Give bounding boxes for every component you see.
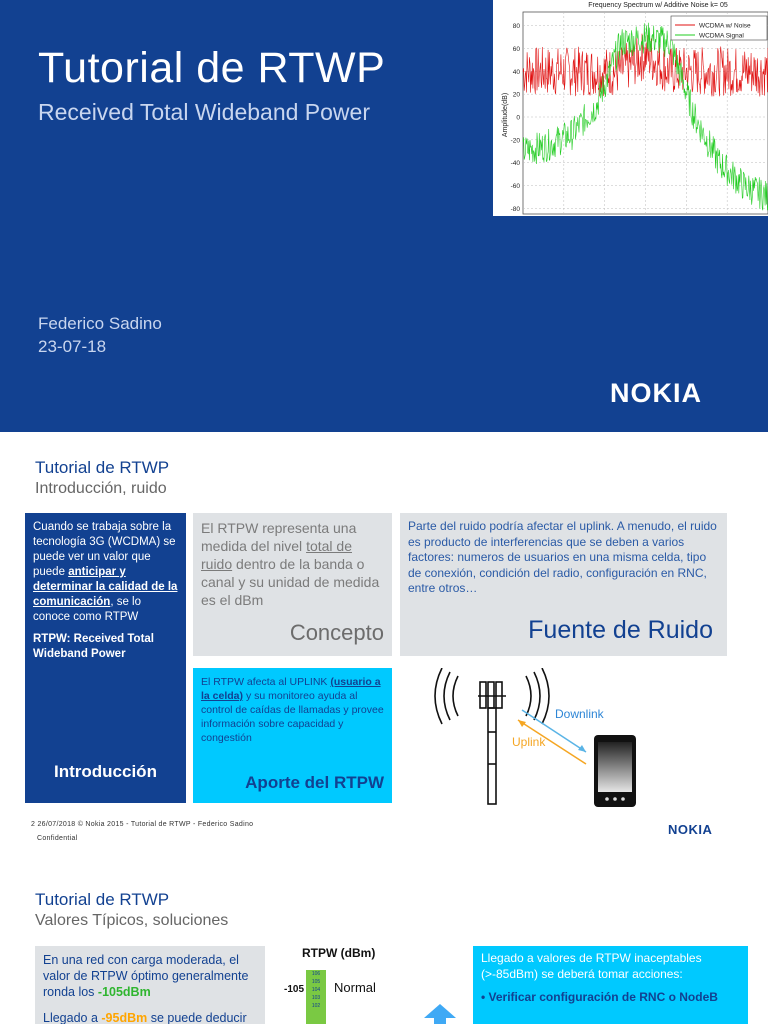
carga-moderada-box (35, 946, 265, 1024)
rtpw-scale-bar (306, 970, 326, 1024)
uplink-downlink-diagram (430, 668, 650, 808)
slide-title: Tutorial de RTWP (38, 44, 386, 92)
confidential-label: Confidential (37, 835, 78, 842)
title-slide (0, 0, 768, 432)
nokia-logo: NOKIA (668, 822, 713, 837)
llegado-text: Llegado a -95dBm se puede deducir (43, 1011, 247, 1024)
acciones-text: Llegado a valores de RTPW inaceptables (>-85dBm) se deberá tomar acciones: (481, 951, 702, 981)
concepto-label: Concepto (289, 620, 384, 645)
y-tick-label: -80 (510, 205, 520, 213)
y-axis-label: Amplitude(dB) (502, 92, 509, 138)
slide-title: Tutorial de RTWP (35, 458, 170, 477)
slide-subtitle: Valores Típicos, soluciones (35, 912, 229, 929)
y-tick-label: -60 (510, 182, 520, 190)
legend-entry: WCDMA w/ Noise (699, 22, 751, 30)
legend-entry: WCDMA Signal (699, 32, 744, 40)
downlink-label: Downlink (555, 707, 604, 721)
arrow-up-icon (424, 1004, 456, 1024)
acciones-box (473, 946, 748, 1024)
y-tick-label: 20 (512, 91, 520, 99)
chart-legend (671, 16, 767, 40)
scale-tick: 103 (311, 995, 321, 1001)
y-tick-label: -40 (510, 160, 520, 168)
slide-title: Tutorial de RTWP (35, 890, 170, 909)
acciones-bullet: • Verificar configuración de RNC o NodeB (481, 990, 718, 1004)
fuente-de-ruido-label: Fuente de Ruido (528, 616, 713, 644)
y-tick-labels (511, 23, 521, 213)
spectrum-plot (493, 0, 768, 216)
intro-paragraph: Cuando se trabaja sobre la tecnología 3G (WCDMA) se puede ver un valor que puede anticipar y determinar la calidad de la comunicación, se lo conoce como RTPW (33, 521, 178, 623)
introduccion-label: Introducción (54, 762, 157, 781)
y-tick-label: 80 (512, 23, 520, 31)
slide-subtitle: Introducción, ruido (35, 480, 167, 497)
carga-text: En una red con carga moderada, el valor de RTPW óptimo generalmente ronda los -105dBm (43, 953, 249, 999)
aporte-text: El RTPW afecta al UPLINK (usuario a la celda) y su monitoreo ayuda al control de caídas de llamadas y provee información sobre capacidad y congestión (201, 676, 384, 744)
scale-tick: 106 (311, 971, 321, 977)
uplink-label: Uplink (512, 735, 546, 749)
y-tick-label: 40 (512, 68, 520, 76)
presentation-date: 23-07-18 (38, 337, 107, 356)
normal-label: Normal (334, 980, 376, 995)
author-name: Federico Sadino (38, 314, 162, 333)
mobile-phone-icon (594, 735, 636, 807)
slide-footer: 2 26/07/2018 © Nokia 2015 - Tutorial de RTWP - Federico Sadino (31, 821, 254, 828)
aporte-label: Aporte del RTPW (245, 773, 384, 792)
y-tick-label: 60 (512, 46, 520, 54)
series-line (523, 34, 768, 97)
rtpw-definition: RTPW: Received Total Wideband Power (33, 633, 154, 660)
y-tick-label: -20 (510, 137, 520, 145)
fuente-text: Parte del ruido podría afectar el uplink. A menudo, el ruido es producto de interferencias que se deben a varios factores: numeros de usuarios en una misma celda, tipo de conexión, condición del radio, configuración en RNC, entre otros… (408, 519, 717, 595)
concepto-text: El RTPW representa una medida del nivel total de ruido dentro de la banda o canal y su unidad de medida es el dBm (201, 520, 380, 608)
chart-grid (523, 12, 768, 214)
rtpw-value: -105 (284, 984, 305, 995)
y-tick-label: 0 (516, 114, 520, 122)
intro-slide (0, 432, 768, 864)
valores-slide (0, 864, 768, 1024)
frequency-spectrum-chart (493, 0, 768, 216)
scale-tick: 105 (311, 979, 321, 985)
scale-tick: 102 (311, 1003, 321, 1009)
rtpw-scale-title: RTPW (dBm) (302, 946, 376, 960)
chart-title: Frequency Spectrum w/ Additive Noise k= 05 (588, 2, 728, 9)
slide-subtitle: Received Total Wideband Power (38, 99, 370, 125)
introduccion-box (25, 513, 186, 803)
nokia-logo: NOKIA (610, 378, 702, 408)
scale-tick: 104 (311, 987, 321, 993)
